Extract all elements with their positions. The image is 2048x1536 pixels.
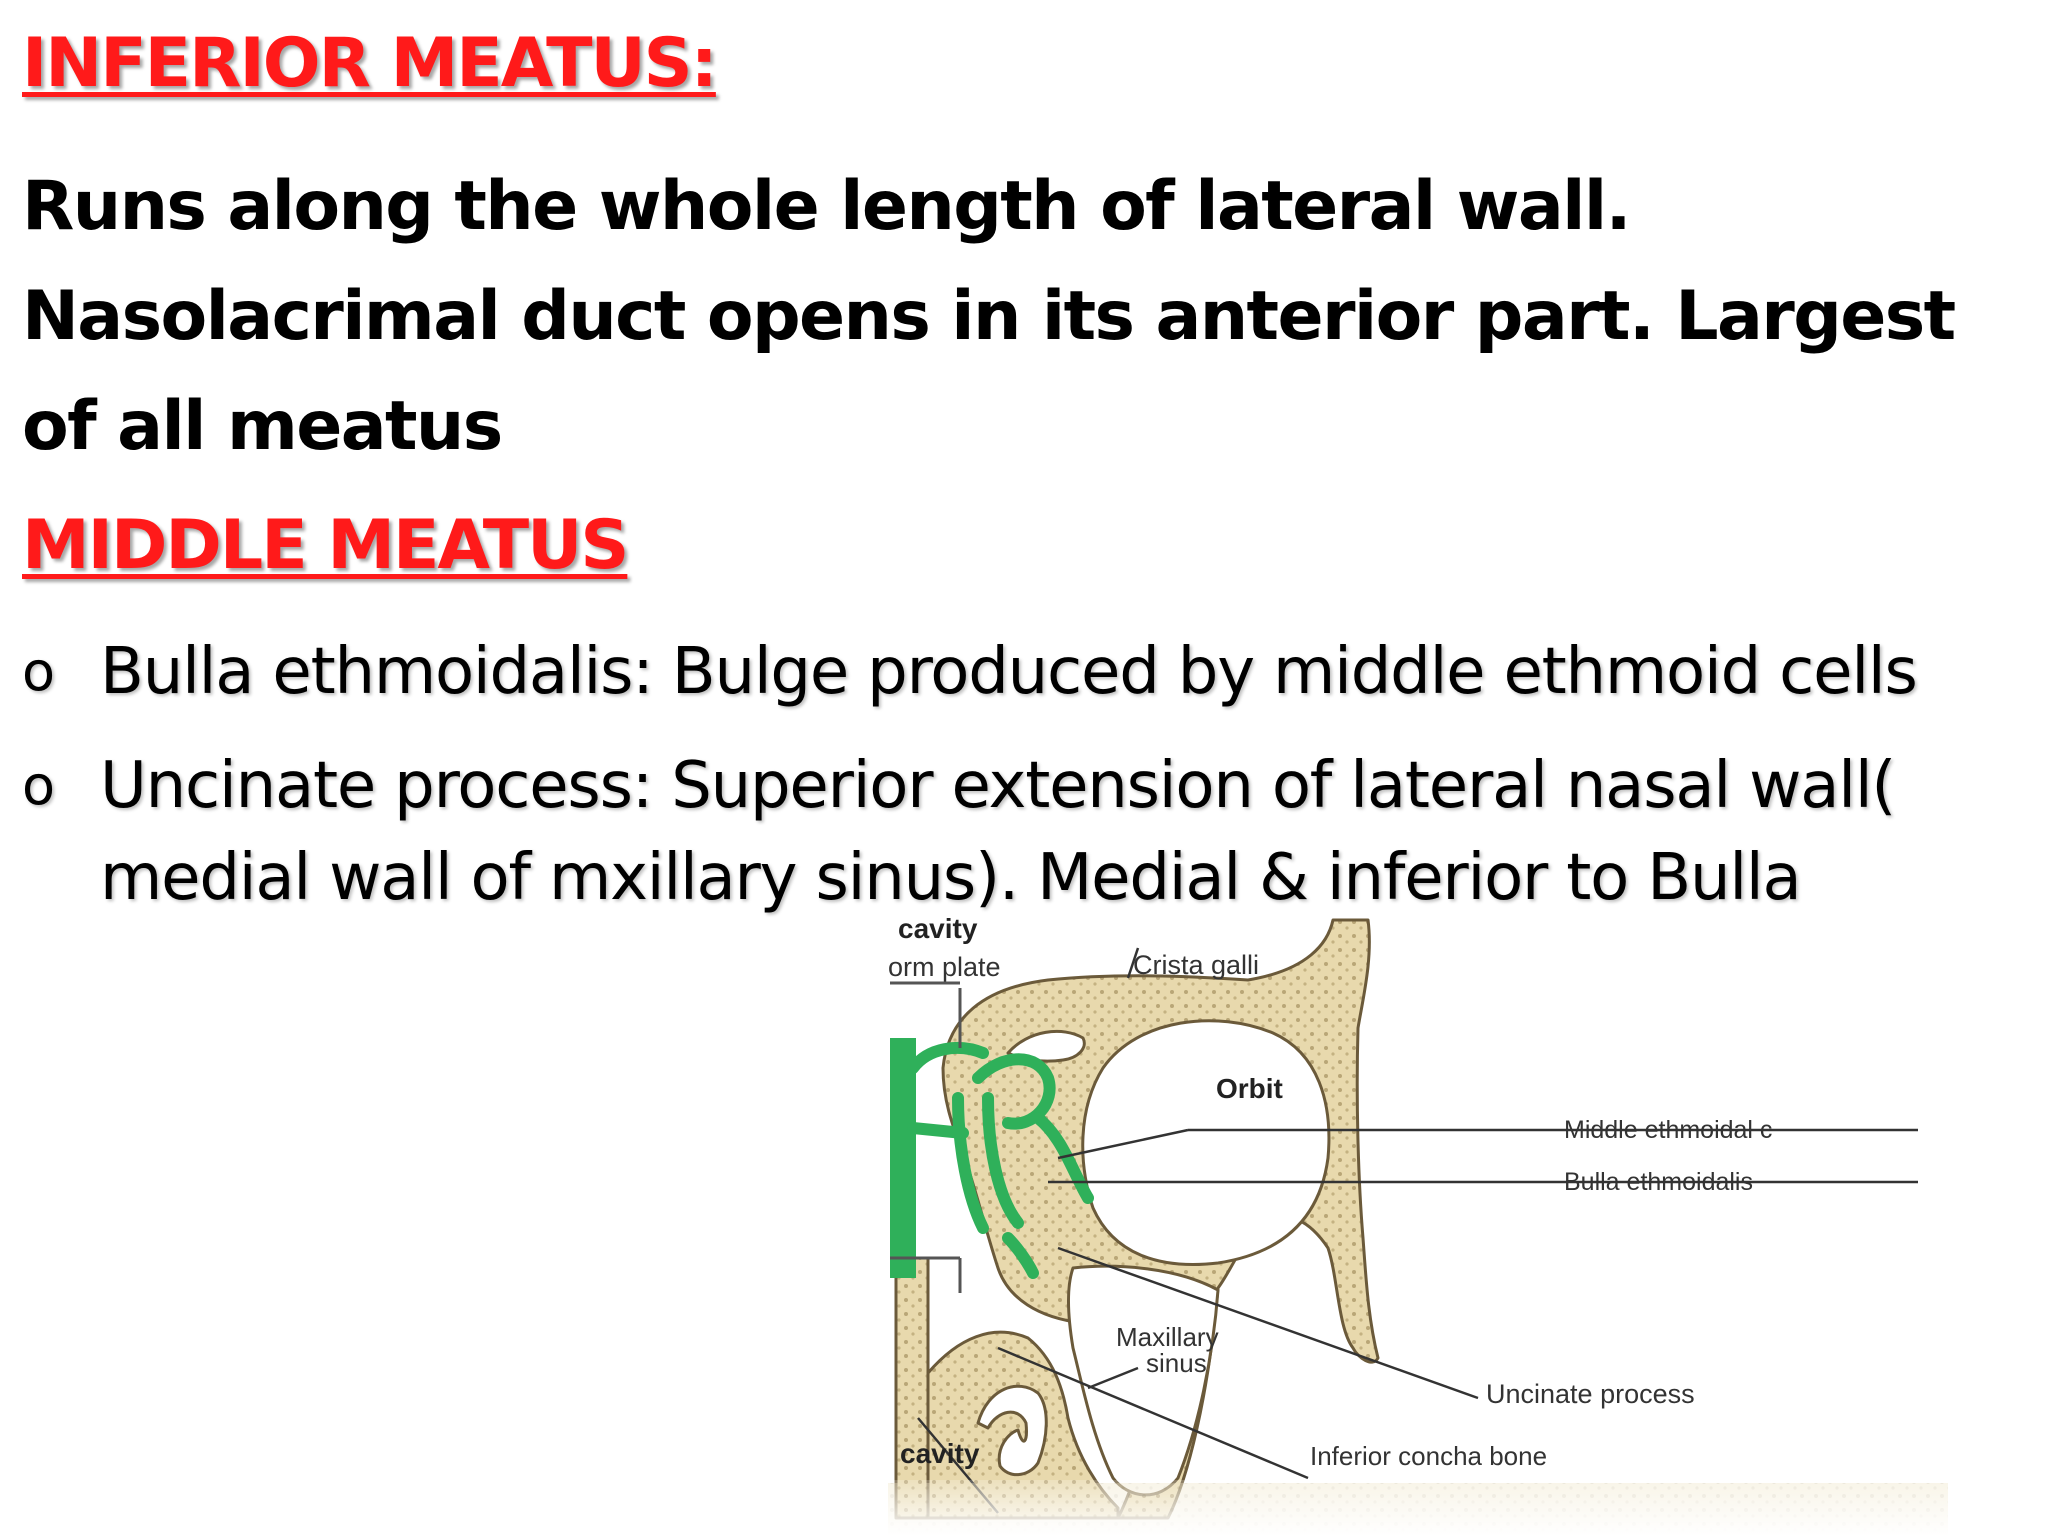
label-cavity-bottom: cavity [900, 1438, 980, 1469]
label-uncinate-process: Uncinate process [1486, 1379, 1695, 1409]
heading-middle-meatus: MIDDLE MEATUS [22, 506, 628, 585]
label-cavity-top: cavity [898, 918, 978, 944]
label-inferior-concha: Inferior concha bone [1310, 1441, 1548, 1471]
label-cribriform-plate: orm plate [888, 952, 1001, 982]
nasal-cavity-diagram [888, 918, 1948, 1536]
label-middle-ethmoidal: Middle ethmoidal c [1564, 1116, 1773, 1144]
bullet-text-uncinate: Uncinate process: Superior extension of lateral nasal wall( medial wall of mxillary sinus). Medial & inferior to Bulla [100, 749, 1896, 915]
bullet-text-bulla: Bulla ethmoidalis: Bulge produced by middle ethmoid cells [100, 635, 1917, 709]
label-bulla-ethmoidalis: Bulla ethmoidalis [1564, 1168, 1753, 1196]
label-maxillary: Maxillary [1116, 1322, 1219, 1352]
label-orbit: Orbit [1216, 1073, 1283, 1104]
bullet-item-uncinate [22, 740, 2012, 924]
label-crista-galli: Crista galli [1133, 950, 1260, 980]
bullet-item-bulla [22, 626, 2012, 718]
bullet-marker: o [22, 640, 54, 703]
bullet-marker: o [22, 754, 54, 817]
heading-inferior-meatus: INFERIOR MEATUS: [22, 24, 716, 103]
inferior-meatus-description: Runs along the whole length of lateral wall. Nasolacrimal duct opens in its anterior part. Largest of all meatus [22, 167, 1955, 466]
label-sinus: sinus [1146, 1348, 1207, 1378]
bone-framework [896, 920, 1378, 1518]
